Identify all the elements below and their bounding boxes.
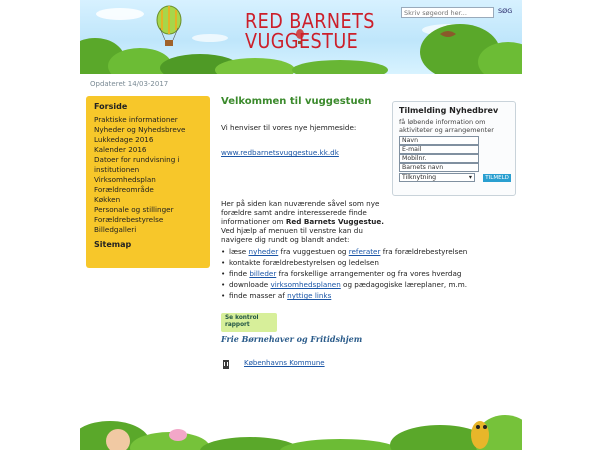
site-title-line1: RED BARNETS bbox=[245, 9, 375, 33]
subscribe-button[interactable]: TILMELD bbox=[485, 175, 509, 181]
list-item bbox=[221, 257, 501, 268]
kontrol-line2: rapport bbox=[225, 322, 250, 328]
kobenhavn-crest-icon bbox=[221, 359, 231, 371]
nav-item[interactable]: Forældrebestyrelse bbox=[94, 215, 164, 224]
list-text: fra vuggestuen og bbox=[278, 247, 349, 256]
site-title bbox=[245, 11, 377, 51]
new-website-link[interactable]: www.redbarnetsvuggestue.kk.dk bbox=[221, 148, 339, 157]
right-margin bbox=[522, 74, 600, 450]
nav-item[interactable]: Køkken bbox=[94, 195, 121, 204]
list-text: finde bbox=[229, 269, 250, 278]
nav-item[interactable]: Virksomhedsplan bbox=[94, 175, 156, 184]
nav-item[interactable]: Kalender 2016 bbox=[94, 145, 147, 154]
list-item bbox=[221, 246, 501, 257]
list-text: og pædagogiske læreplaner, m.m. bbox=[340, 280, 468, 289]
nav-item[interactable]: Personale og stillinger bbox=[94, 205, 174, 214]
search-input[interactable] bbox=[401, 7, 494, 18]
footer-illustration bbox=[80, 393, 522, 450]
nav-item[interactable]: Lukkedage 2016 bbox=[94, 135, 154, 144]
nav-item[interactable]: Nyheder og Nyhedsbreve bbox=[94, 125, 186, 134]
frie-boernehaver-logo[interactable]: Frie Børnehaver og Fritidshjem bbox=[221, 334, 363, 344]
nav-item[interactable]: Datoer for rundvisning i institutionen bbox=[94, 155, 180, 174]
nav-item-forside[interactable]: Forside bbox=[94, 102, 128, 111]
pear-icon bbox=[471, 421, 489, 449]
affiliation-select-value: Tilknytning bbox=[402, 174, 437, 181]
name-field[interactable]: Navn bbox=[399, 136, 479, 145]
feature-list bbox=[221, 246, 501, 301]
bow-icon bbox=[169, 429, 187, 441]
list-item bbox=[221, 279, 501, 290]
nav-item[interactable]: Forældreområde bbox=[94, 185, 154, 194]
list-text: downloade bbox=[229, 280, 271, 289]
nyttige-links-link[interactable]: nyttige links bbox=[287, 291, 332, 300]
site-header bbox=[80, 0, 522, 74]
chevron-down-icon: ▾ bbox=[468, 174, 472, 181]
referater-link[interactable]: referater bbox=[348, 247, 381, 256]
nyheder-link[interactable]: nyheder bbox=[248, 247, 279, 256]
mobile-field[interactable]: Mobilnr. bbox=[399, 154, 479, 163]
para-bold: Red Barnets Vuggestue. bbox=[285, 217, 384, 226]
list-text: læse bbox=[229, 247, 249, 256]
newsletter-signup bbox=[392, 101, 516, 196]
affiliation-select[interactable] bbox=[399, 173, 475, 182]
intro-text: Vi henviser til vores nye hjemmeside: bbox=[221, 123, 357, 132]
para-end: Ved hjælp af menuen til venstre kan du navigere dig rundt og blandt andet: bbox=[221, 226, 363, 244]
virksomhedsplanen-link[interactable]: virksomhedsplanen bbox=[270, 280, 341, 289]
newsletter-title: Tilmelding Nyhedbrev bbox=[399, 106, 499, 115]
child-name-field[interactable]: Barnets navn bbox=[399, 163, 479, 172]
list-item bbox=[221, 290, 501, 301]
nav-item[interactable]: Billedgalleri bbox=[94, 225, 137, 234]
kontrol-line1: Se kontrol bbox=[225, 315, 259, 321]
nav-item[interactable]: Praktiske informationer bbox=[94, 115, 178, 124]
sidebar-nav bbox=[86, 96, 210, 268]
hot-air-balloon-icon bbox=[157, 6, 181, 46]
list-text: finde masser af bbox=[229, 291, 288, 300]
description-paragraph bbox=[221, 199, 386, 244]
nav-item-sitemap[interactable]: Sitemap bbox=[94, 240, 132, 249]
kontrol-rapport-badge[interactable] bbox=[221, 313, 277, 332]
left-margin bbox=[0, 74, 80, 450]
last-updated: Opdateret 14/03-2017 bbox=[90, 80, 169, 88]
search-button[interactable]: SØG bbox=[498, 7, 513, 15]
list-text: kontakte forældrebestyrelsen og ledelsen bbox=[229, 258, 379, 267]
email-field[interactable]: E-mail bbox=[399, 145, 479, 154]
list-text: fra forældrebestyrelsen bbox=[380, 247, 468, 256]
list-text: fra forskellige arrangementer og fra vores hverdag bbox=[276, 269, 462, 278]
site-title-line2: VUGGESTUE bbox=[245, 29, 359, 53]
list-item bbox=[221, 268, 501, 279]
kobenhavns-kommune-link[interactable]: Københavns Kommune bbox=[244, 359, 325, 367]
para-start: Her på siden kan nuværende såvel som nye forældre samt andre interesserede finde informationer om bbox=[221, 199, 380, 226]
page-title: Velkommen til vuggestuen bbox=[221, 96, 372, 107]
newsletter-description: få løbende information om aktiviteter og arrangementer bbox=[399, 118, 494, 134]
billeder-link[interactable]: billeder bbox=[249, 269, 277, 278]
